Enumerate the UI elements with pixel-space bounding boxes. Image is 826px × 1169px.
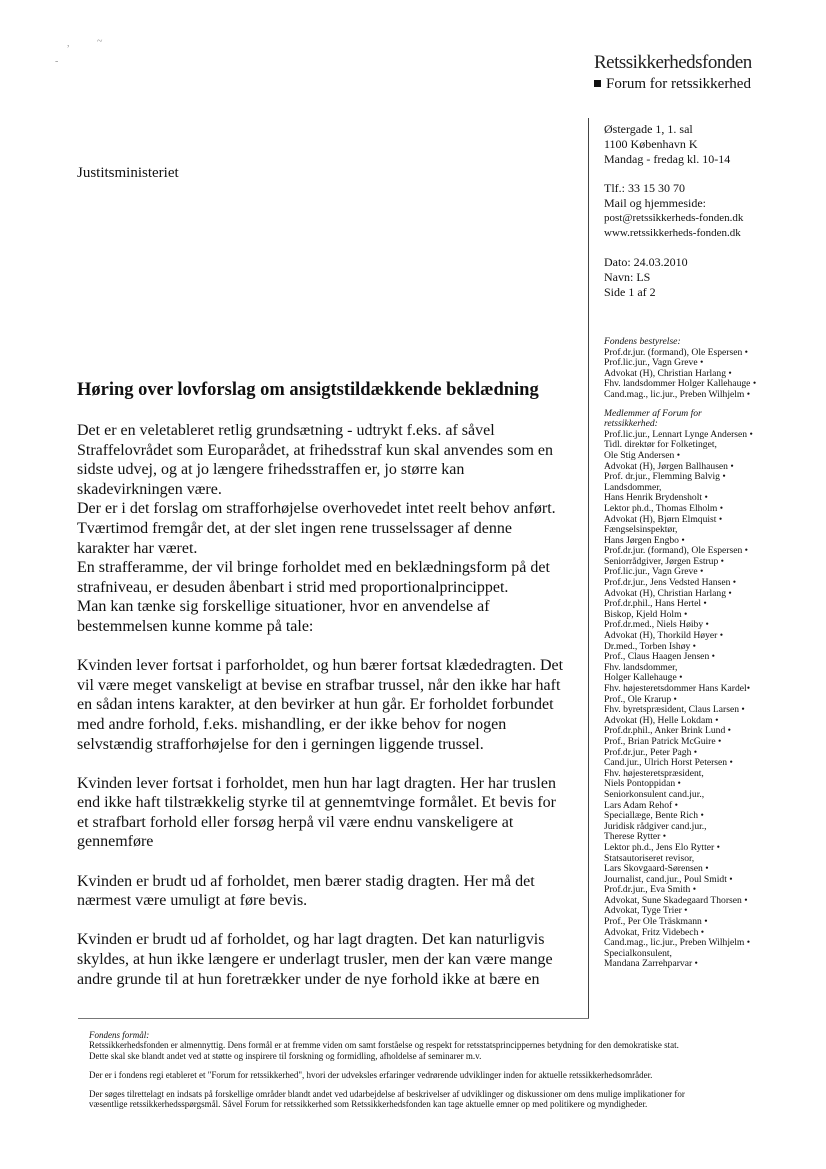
forum-list: [604, 430, 784, 970]
body-line: andre grunde til at hun foretrækker under de nye forhold ikke at bære en: [77, 970, 540, 988]
forum-member: Fhv. landsdommer,: [604, 661, 678, 673]
board-member: Cand.mag., lic.jur., Preben Wilhjelm •: [604, 388, 751, 400]
forum-member: Tidl. direktør for Folketinget,: [604, 439, 717, 451]
body-line: strafniveau, er desuden åbenbart i strid med proportionalprincippet.: [77, 578, 509, 596]
body-line: nærmest være umuligt at føre bevis.: [77, 892, 308, 910]
forum-member: Prof., Per Ole Träskmann •: [604, 916, 708, 928]
forum-member: Lektor ph.d., Thomas Elholm •: [604, 502, 724, 514]
body-line: Kvinden lever fortsat i parforholdet, og hun bærer fortsat klædedragten. Det: [77, 657, 564, 675]
body-line: Straffelovrådet som Europarådet, at frihedsstraf kun skal anvendes som en: [77, 441, 553, 459]
forum-member: Seniorrådgiver, Jørgen Estrup •: [604, 555, 725, 567]
body-line: gennemføre: [77, 833, 154, 851]
recipient: Justitsministeriet: [77, 165, 179, 181]
footer-line: Der søges tilrettelagt en indsats på forskellige områder blandt andet ved udarbejdelse af beskrivelser af udviklinger og diskussioner om dens mulige implikationer for: [89, 1089, 685, 1100]
body-line: end ikke haft tilstrækkelig styrke til at gennemtvinge formålet. Et bevis for: [77, 794, 556, 812]
mail-label: Mail og hjemmeside:: [604, 196, 706, 210]
logo-subtitle-row: [594, 76, 784, 93]
body-line: selvstændig strafforhøjelse for den i gerningen liggende trussel.: [77, 735, 484, 753]
address-line: Østergade 1, 1. sal: [604, 122, 693, 136]
body-line: Man kan tænke sig forskellige situationer, hvor en anvendelse af: [77, 598, 490, 616]
logo-name: Retssikkerhedsfonden: [594, 52, 752, 73]
opening-hours: Mandag - fredag kl. 10-14: [604, 152, 731, 166]
forum-member: Prof.dr.med., Niels Høiby •: [604, 619, 709, 631]
forum-member: Prof.dr.jur., Eva Smith •: [604, 884, 697, 896]
forum-member: Prof., Claus Haagen Jensen •: [604, 651, 715, 663]
email: post@retssikkerheds-fonden.dk: [604, 212, 744, 224]
forum-member: Fhv. højesteretspræsident,: [604, 767, 704, 779]
board-list: [604, 348, 784, 401]
forum-member: Prof.lic.jur., Vagn Greve •: [604, 566, 704, 578]
forum-member: Advokat (H), Thorkild Høyer •: [604, 630, 724, 642]
forum-member: Biskop, Kjeld Holm •: [604, 608, 688, 620]
forum-member: Juridisk rådgiver cand.jur.,: [604, 820, 707, 832]
footer-heading: Fondens formål:: [89, 1030, 150, 1040]
forum-member: Therese Rytter •: [604, 831, 667, 843]
logo-subtitle: Forum for retssikkerhed: [606, 76, 751, 92]
member-sidebar: [604, 337, 784, 970]
stray-mark: ,: [67, 38, 70, 49]
page-number: Side 1 af 2: [604, 285, 656, 299]
forum-member: Prof.lic.jur., Lennart Lynge Andersen •: [604, 428, 753, 440]
letter-date: Dato: 24.03.2010: [604, 255, 688, 269]
forum-member: Advokat (H), Bjørn Elmquist •: [604, 513, 723, 525]
body-line: Kvinden lever fortsat i forholdet, men hun har lagt dragten. Her har truslen: [77, 774, 556, 792]
letter-title: Høring over lovforslag om ansigtstildækkende beklædning: [77, 380, 539, 400]
horizontal-divider: [78, 1018, 589, 1019]
forum-heading: retssikkerhed:: [604, 418, 658, 430]
board-member: Advokat (H), Christian Harlang •: [604, 367, 732, 379]
body-line: skadevirkningen være.: [77, 480, 222, 498]
forum-member: Lars Skovgaard-Sørensen •: [604, 863, 709, 875]
forum-member: Prof.dr.jur., Peter Pagh •: [604, 746, 698, 758]
forum-member: Ole Stig Andersen •: [604, 449, 681, 461]
body-line: bestemmelsen kunne komme på tale:: [77, 617, 314, 635]
website: www.retssikkerheds-fonden.dk: [604, 227, 741, 239]
stray-mark: -: [55, 56, 59, 67]
vertical-divider: [588, 118, 589, 1018]
letter-body: [77, 421, 587, 989]
stray-mark: ~: [97, 36, 103, 47]
footer-line: Retssikkerhedsfonden er almennyttig. Dens formål er at fremme viden om samt forståelse og respekt for retsstatsprincippernes betydning for den demokratiske stat.: [89, 1040, 679, 1051]
contact-block: [604, 122, 804, 300]
body-line: sidste udvej, og at jo længere frihedsstraffen er, jo større kan: [77, 461, 465, 479]
forum-member: Hans Henrik Brydensholt •: [604, 492, 708, 504]
forum-member: Dr.med., Torben Ishøy •: [604, 640, 697, 652]
letterhead-logo: [594, 52, 784, 93]
footer-line: væsentlige retssikkerhedsspørgsmål. Såvel Forum for retssikkerhed som Retssikkerhedsfonden kan tage aktuelle emner op med politikere og myndigheder.: [89, 1099, 648, 1110]
forum-member: Journalist, cand.jur., Poul Smidt •: [604, 873, 733, 885]
body-line: vil være meget vanskeligt at bevise en strafbar trussel, når den ikke har haft: [77, 676, 561, 694]
forum-member: Niels Pontoppidan •: [604, 778, 681, 790]
footer-line: Der er i fondens regi etableret et "Forum for retssikkerhed", hvori der udveksles erfaringer vedrørende udviklinger inden for aktuelle retssikkerhedsområder.: [89, 1069, 653, 1080]
forum-member: Hans Jørgen Engbo •: [604, 534, 685, 546]
forum-member: Prof. dr.jur., Flemming Balvig •: [604, 471, 726, 483]
forum-member: Prof., Ole Krarup •: [604, 693, 677, 705]
forum-member: Advokat, Fritz Videbech •: [604, 926, 705, 938]
body-line: med andre forhold, f.eks. mishandling, er der ikke behov for nogen: [77, 715, 507, 733]
forum-member: Advokat (H), Helle Lokdam •: [604, 714, 719, 726]
forum-member: Specialkonsulent,: [604, 947, 672, 959]
forum-member: Lars Adam Rehof •: [604, 799, 678, 811]
body-line: Tværtimod fremgår det, at der slet ingen rene trusselssager af denne: [77, 519, 512, 537]
body-line: et strafbart forhold eller forsøg herpå vil være endnu vanskeligere at: [77, 813, 514, 831]
forum-member: Advokat, Sune Skadegaard Thorsen •: [604, 894, 748, 906]
footer-line: Dette skal ske blandt andet ved at støtte og inspirere til forskning og formidling, afholdelse af seminarer m.v.: [89, 1050, 482, 1061]
forum-heading: Medlemmer af Forum for: [604, 407, 702, 419]
forum-member: Lektor ph.d., Jens Elo Rytter •: [604, 841, 720, 853]
forum-member: Fhv. højesteretsdommer Hans Kardel•: [604, 683, 751, 694]
board-member: Prof.lic.jur., Vagn Greve •: [604, 357, 704, 369]
board-heading: Fondens bestyrelse:: [604, 336, 681, 347]
body-line: Der er i det forslag om strafforhøjelse overhovedet intet reelt behov anført.: [77, 500, 556, 518]
forum-member: Landsdommer,: [604, 481, 662, 493]
forum-member: Fængselsinspektør,: [604, 524, 678, 536]
letter-author: Navn: LS: [604, 270, 651, 284]
forum-member: Prof.dr.phil., Anker Brink Lund •: [604, 725, 732, 737]
forum-member: Fhv. byretspræsident, Claus Larsen •: [604, 704, 745, 716]
body-line: karakter har været.: [77, 539, 198, 557]
forum-member: Prof.dr.jur., Jens Vedsted Hansen •: [604, 577, 737, 589]
body-line: Kvinden er brudt ud af forholdet, men bærer stadig dragten. Her må det: [77, 872, 535, 890]
forum-member: Advokat (H), Jørgen Ballhausen •: [604, 460, 734, 472]
forum-member: Prof.dr.phil., Hans Hertel •: [604, 598, 707, 610]
forum-member: Cand.mag., lic.jur., Preben Wilhjelm •: [604, 937, 751, 949]
body-line: skyldes, at hun ikke længere er underlagt trusler, men der kan være mange: [77, 951, 553, 969]
forum-member: Holger Kallehauge •: [604, 672, 683, 684]
address-line: 1100 København K: [604, 137, 698, 151]
board-member: Prof.dr.jur. (formand), Ole Espersen •: [604, 346, 749, 358]
board-member: Fhv. landsdommer Holger Kallehauge •: [604, 378, 757, 390]
forum-member: Prof.dr.jur. (formand), Ole Espersen •: [604, 545, 749, 557]
forum-member: Advokat, Tyge Trier •: [604, 905, 688, 917]
forum-member: Seniorkonsulent cand.jur.,: [604, 788, 705, 800]
forum-member: Cand.jur., Ulrich Horst Petersen •: [604, 757, 733, 769]
forum-member: Advokat (H), Christian Harlang •: [604, 587, 732, 599]
body-line: Det er en veletableret retlig grundsætning - udtrykt f.eks. af såvel: [77, 422, 495, 439]
square-icon: [594, 80, 601, 87]
forum-member: Mandana Zarrehparvar •: [604, 958, 698, 970]
forum-member: Statsautoriseret revisor,: [604, 852, 695, 864]
body-line: En strafferamme, der vil bringe forholdet med en beklædningsform på det: [77, 559, 550, 577]
forum-member: Prof., Brian Patrick McGuire •: [604, 735, 722, 747]
forum-member: Speciallæge, Bente Rich •: [604, 810, 704, 822]
footer: [89, 1030, 769, 1110]
phone: Tlf.: 33 15 30 70: [604, 181, 685, 195]
body-line: en sådan intens karakter, at den bevirker at hun går. Er forholdet forbundet: [77, 696, 554, 714]
body-line: Kvinden er brudt ud af forholdet, og har lagt dragten. Det kan naturligvis: [77, 931, 545, 949]
